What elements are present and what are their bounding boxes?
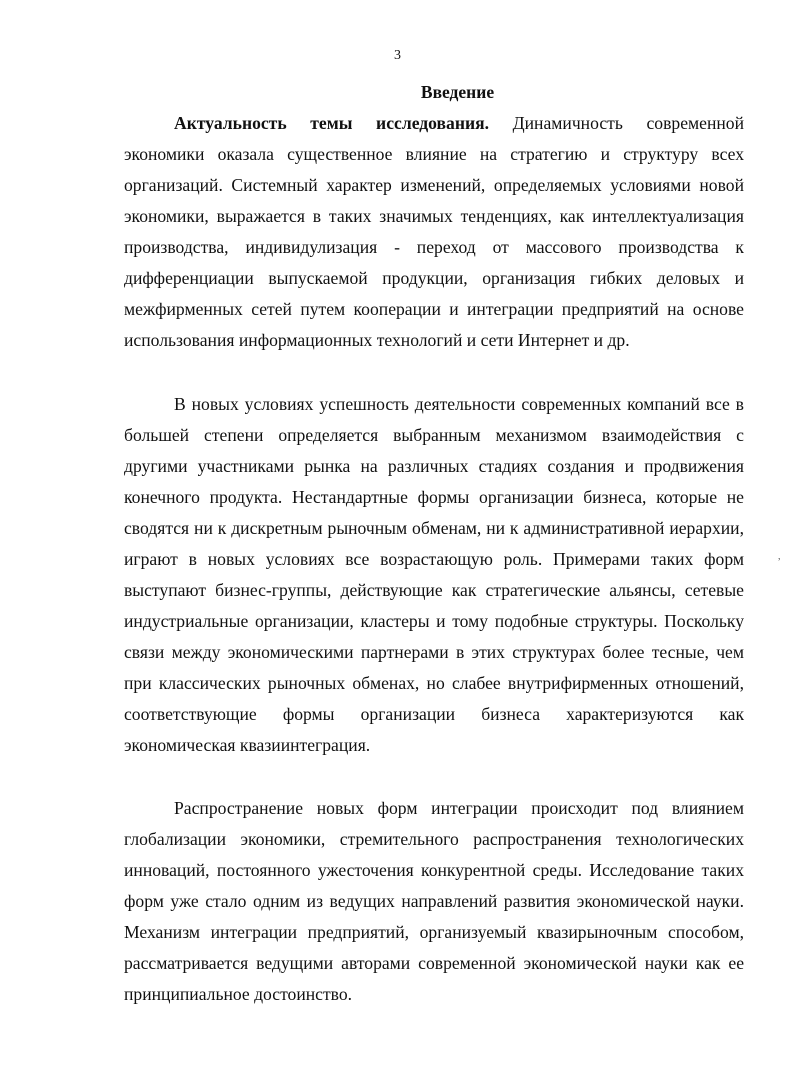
paragraph-1 (124, 108, 744, 356)
paragraph-3 (124, 793, 744, 1010)
paragraph-2-text: В новых условиях успешность деятельности современных компаний все в большей степени определяется выбранным механизмом взаимодействия с другими участниками рынка на различных стадиях создания и продвижения конечного продукта. Нестандартные формы организации бизнеса, которые не сводятся ни к дискретным рыночным обменам, ни к административной иерархии, играют в новых условиях все возрастающую роль. Примерами таких форм выступают бизнес-группы, действующие как стратегические альянсы, сетевые индустриальные организации, кластеры и тому подобные структуры. Поскольку связи между экономическими партнерами в этих структурах более тесные, чем при классических рыночных обменах, но слабее внутрифирменных отношений, соответствующие формы организации бизнеса характеризуются как экономическая квазиинтеграция. (124, 394, 744, 755)
paragraph-1-body (124, 108, 744, 356)
paragraph-1-lead: Актуальность темы исследования. (174, 113, 490, 133)
page-number: 3 (394, 48, 401, 63)
paragraph-2 (124, 389, 744, 761)
paragraph-1-text: Динамичность современной экономики оказала существенное влияние на стратегию и структуру всех организаций. Системный характер изменений, определяемых условиями новой экономики, выражается в таких значимых тенденциях, как интеллектуализация производства, индивидулизация - переход от массового производства к дифференциации выпускаемой продукции, организация гибких деловых и межфирменных сетей путем кооперации и интеграции предприятий на основе использования информационных технологий и сети Интернет и др. (124, 113, 744, 350)
section-heading: Введение (420, 82, 495, 102)
margin-mark: , (778, 551, 781, 562)
paragraph-3-text: Распространение новых форм интеграции происходит под влиянием глобализации экономики, стремительного распространения технологических инноваций, постоянного ужесточения конкурентной среды. Исследование таких форм уже стало одним из ведущих направлений развития экономической науки. Механизм интеграции предприятий, организуемый квазирыночным способом, рассматривается ведущими авторами современной экономической науки как ее принципиальное достоинство. (124, 798, 744, 1004)
